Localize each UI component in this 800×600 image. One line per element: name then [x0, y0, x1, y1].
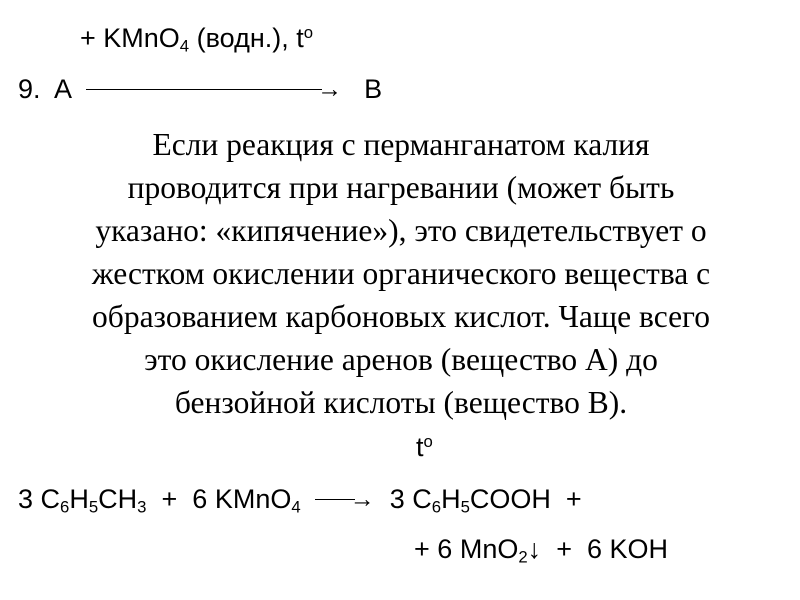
reaction-scheme	[18, 76, 382, 103]
element-symbol: H	[69, 484, 89, 514]
coefficient: 3	[18, 484, 34, 514]
explanation-line: образованием карбоновых кислот. Чаще всего	[92, 299, 710, 334]
formula: KOH	[609, 534, 669, 564]
degree-symbol: o	[423, 431, 433, 451]
explanation-line: это окисление аренов (вещество А) до	[144, 342, 658, 377]
equation-arrow-line	[315, 499, 355, 500]
arrow-right-icon: →	[317, 75, 343, 104]
element-symbol: C	[40, 484, 61, 514]
coefficient: 6	[192, 484, 208, 514]
plus-sign: +	[565, 484, 582, 514]
item-number: 9.	[18, 74, 41, 104]
temperature-t: t	[416, 432, 424, 462]
group-symbol: CH	[98, 484, 138, 514]
reagent-prefix: + KMnO	[80, 23, 180, 53]
formula: KMnO	[214, 484, 292, 514]
explanation-paragraph	[40, 123, 762, 424]
reactant-label: A	[54, 74, 73, 104]
reagent-subscript: 4	[179, 36, 190, 56]
formula: MnO	[459, 534, 519, 564]
subscript: 5	[88, 497, 99, 517]
coefficient: 3	[389, 484, 405, 514]
element-symbol: C	[412, 484, 432, 514]
subscript: 6	[60, 497, 70, 517]
subscript: 5	[460, 497, 470, 517]
group-symbol: COOH	[469, 484, 551, 514]
subscript: 2	[518, 547, 528, 567]
subscript: 6	[431, 497, 442, 517]
coefficient: 6	[437, 534, 453, 564]
explanation-line: Если реакция с перманганатом калия	[152, 127, 650, 162]
precipitate-arrow-icon: ↓	[527, 534, 542, 564]
explanation-line: жестком окислении органического вещества с	[91, 256, 711, 291]
degree-symbol: o	[303, 22, 314, 42]
reaction-arrow-line	[86, 89, 322, 90]
plus-sign: +	[414, 534, 430, 564]
plus-sign: +	[161, 484, 178, 514]
temperature-condition	[416, 431, 433, 462]
arrow-right-icon: →	[349, 485, 375, 514]
explanation-line: проводится при нагревании (может быть	[127, 170, 675, 205]
explanation-line: указано: «кипячение»), это свидетельствует о	[95, 213, 707, 248]
subscript: 4	[291, 497, 301, 517]
coefficient: 6	[586, 534, 603, 564]
element-symbol: H	[441, 484, 461, 514]
reaction-condition-label	[80, 22, 314, 56]
reagent-suffix: (водн.), t	[189, 23, 304, 53]
explanation-line: бензойной кислоты (вещество В).	[174, 385, 628, 420]
chemical-equation	[18, 484, 582, 517]
product-label: B	[364, 74, 383, 104]
plus-sign: +	[556, 534, 572, 564]
equation-continuation	[414, 534, 669, 567]
subscript: 3	[137, 497, 147, 517]
